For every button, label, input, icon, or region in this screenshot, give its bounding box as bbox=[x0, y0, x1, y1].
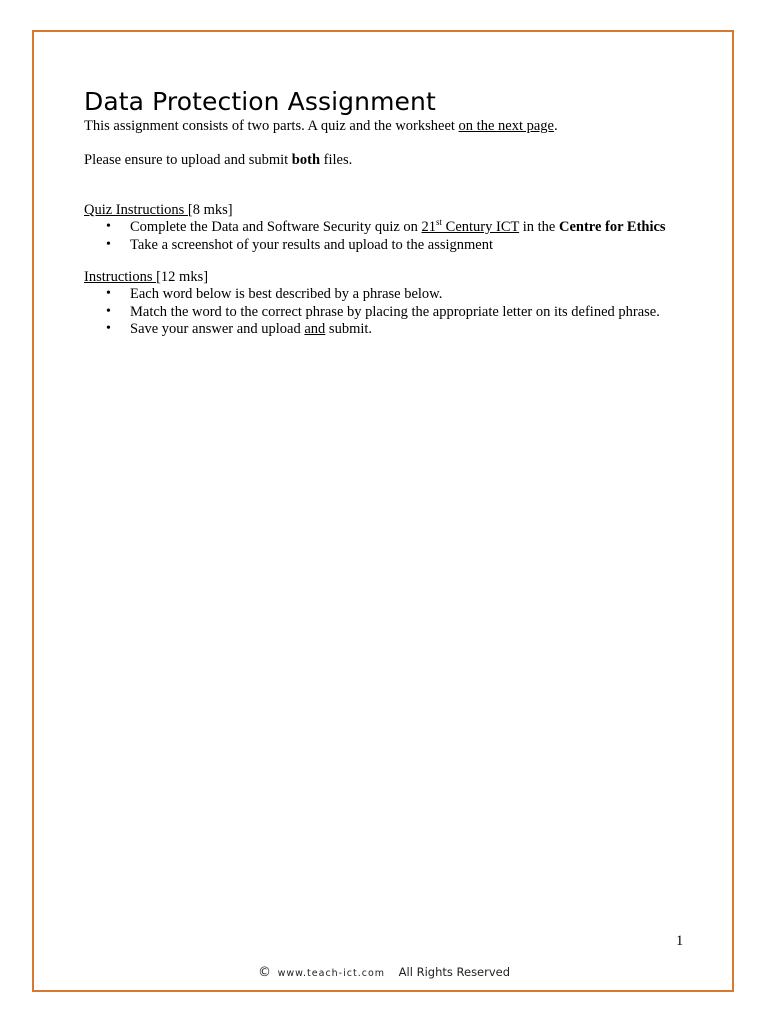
bullet-icon: • bbox=[106, 303, 111, 319]
instr-item3-underlined: and bbox=[304, 321, 326, 337]
list-item bbox=[84, 286, 684, 303]
document-content bbox=[84, 86, 684, 339]
list-item bbox=[84, 237, 684, 254]
century-ict-link-num: 21 bbox=[421, 219, 437, 235]
quiz-item2-text: Take a screenshot of your results and upload to the assignment bbox=[130, 236, 494, 253]
instr-item1-text: Each word below is best described by a phrase below. bbox=[130, 286, 443, 302]
instructions-heading-marks: [12 mks] bbox=[156, 269, 209, 285]
instr-item2-text: Match the word to the correct phrase by placing the appropriate letter on its defined phrase. bbox=[130, 303, 660, 320]
document-title: Data Protection Assignment bbox=[84, 87, 436, 116]
bullet-icon: • bbox=[106, 236, 111, 252]
intro-paragraph bbox=[84, 118, 684, 135]
intro-text: This assignment consists of two parts. A quiz and the worksheet bbox=[84, 118, 459, 134]
ensure-end: files. bbox=[320, 152, 353, 168]
quiz-instructions-list bbox=[84, 219, 684, 253]
instructions-heading bbox=[84, 269, 684, 286]
list-item bbox=[84, 304, 684, 321]
instr-item3-end: submit. bbox=[325, 321, 373, 337]
ensure-paragraph bbox=[84, 152, 684, 169]
century-ict-link-rest: Century ICT bbox=[442, 219, 520, 235]
century-ict-link[interactable] bbox=[422, 219, 520, 235]
centre-for-ethics-bold: Centre for Ethics bbox=[558, 219, 666, 235]
instructions-list bbox=[84, 286, 684, 338]
bullet-icon: • bbox=[106, 219, 111, 234]
footer-site: www.teach-ict.com bbox=[277, 968, 386, 979]
instructions-heading-underlined: Instructions bbox=[84, 269, 157, 285]
copyright-icon: © bbox=[257, 965, 271, 980]
ensure-bold-word: both bbox=[291, 152, 321, 168]
footer-rights: All Rights Reserved bbox=[398, 965, 511, 979]
list-item bbox=[84, 321, 684, 338]
quiz-item1-mid: in the bbox=[519, 219, 559, 235]
page-number: 1 bbox=[676, 933, 684, 949]
intro-end: . bbox=[553, 118, 558, 134]
bullet-icon: • bbox=[106, 286, 111, 301]
footer bbox=[0, 965, 768, 980]
quiz-item1-text: Complete the Data and Software Security quiz on bbox=[130, 219, 422, 235]
century-ict-link-sup: st bbox=[436, 217, 443, 228]
quiz-instructions-heading bbox=[84, 202, 684, 219]
next-page-link[interactable]: on the next page bbox=[458, 118, 554, 134]
ensure-text: Please ensure to upload and submit bbox=[84, 152, 292, 168]
quiz-heading-underlined: Quiz Instructions bbox=[84, 202, 188, 218]
bullet-icon: • bbox=[106, 321, 111, 336]
quiz-heading-marks: [8 mks] bbox=[187, 202, 233, 218]
list-item bbox=[84, 219, 684, 236]
instr-item3-text: Save your answer and upload bbox=[130, 321, 305, 337]
